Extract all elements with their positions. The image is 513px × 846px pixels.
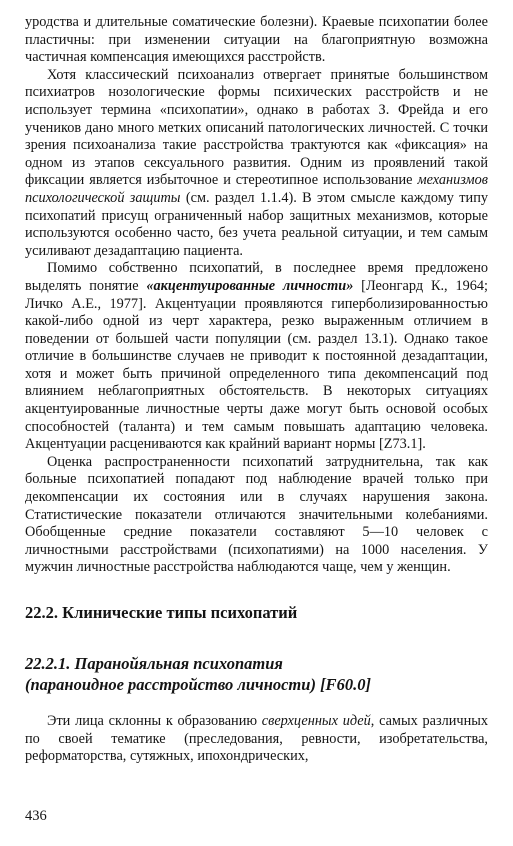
subsection-heading-line: (параноидное расстройство личности) [F60.0] <box>25 675 371 694</box>
subsection-heading <box>25 653 488 695</box>
italic-term: механизмов психологической защиты <box>25 172 488 206</box>
paragraph-text: (см. раздел 1.1.4). В этом смысле каждому типу психопатий присущ ограниченный набор защитных механизмов, которые используются особенно часто, без учета реальной ситуации, и тем самым усиливают дезадаптацию пациента. <box>25 189 488 259</box>
paragraph-paranoid <box>25 713 488 766</box>
paragraph-text: Помимо собственно психопатий, в последнее время предложено выделять понятие <box>25 260 488 294</box>
paragraph-accentuation <box>25 260 488 454</box>
paragraph-text: уродства и длительные соматические болезни). Краевые психопатии более пластичны: при изменении ситуации на благоприятную возможна частичная компенсация имеющихся расстройств. <box>25 14 488 66</box>
bold-italic-term: «акцентуированные личности» <box>146 277 354 294</box>
subsection-heading-line: 22.2.1. Паранойяльная психопатия <box>25 654 283 673</box>
paragraph-text: Эти лица склонны к образованию <box>47 713 262 729</box>
section-heading: 22.2. Клинические типы психопатий <box>25 603 298 622</box>
paragraph-psychoanalysis <box>25 67 488 261</box>
paragraph-continuation <box>25 14 488 67</box>
paragraph-text: , самых различных по своей тематике (преследования, ревности, изобретательства, реформаторства, сутяжных, ипохондрических, <box>25 713 488 765</box>
page-number: 436 <box>25 808 47 824</box>
paragraph-prevalence <box>25 454 488 577</box>
italic-term: сверхценных идей <box>261 713 371 729</box>
paragraph-text: [Леонгард К., 1964; Личко А.Е., 1977]. Акцентуации проявляются гиперболизированностью какой-либо одной из черт характера, резко выраженным отличием в поведении от большей части популяции (см. раздел 13.1). Однако такое отличие в большинстве случаев не приводит к постоянной дезадаптации, хотя и может быть причиной определенного типа декомпенсаций под влиянием неблагоприятных обстоятельств. В некоторых ситуациях акцентуированные личностные черты даже могут быть основой особых способностей (таланта) и тем самым повышать адаптацию человека. Акцентуации расцениваются как крайний вариант нормы [Z73.1]. <box>25 277 489 453</box>
paragraph-text: Хотя классический психоанализ отвергает принятые большинством психиатров нозологические формы психических расстройств и не использует термина «психопатии», однако в работах З. Фрейда и его учеников дано много метких описаний патологических личностей. С точки зрения психоанализа такие расстройства трактуются как «фиксация» на одном из этапов сексуального развития. Одним из проявлений такой фиксации является избыточное и стереотипное использование <box>25 66 488 189</box>
paragraph-text: Оценка распространенности психопатий затруднительна, так как больные психопатией попадают под наблюдение врачей только при декомпенсации их состояния или в случаях нарушения закона. Статистические показатели отличаются значительными колебаниями. Обобщенные средние показатели составляют 5—10 человек с личностными расстройствами (психопатиями) на 1000 населения. У мужчин личностные расстройства наблюдаются чаще, чем у женщин. <box>25 453 488 576</box>
